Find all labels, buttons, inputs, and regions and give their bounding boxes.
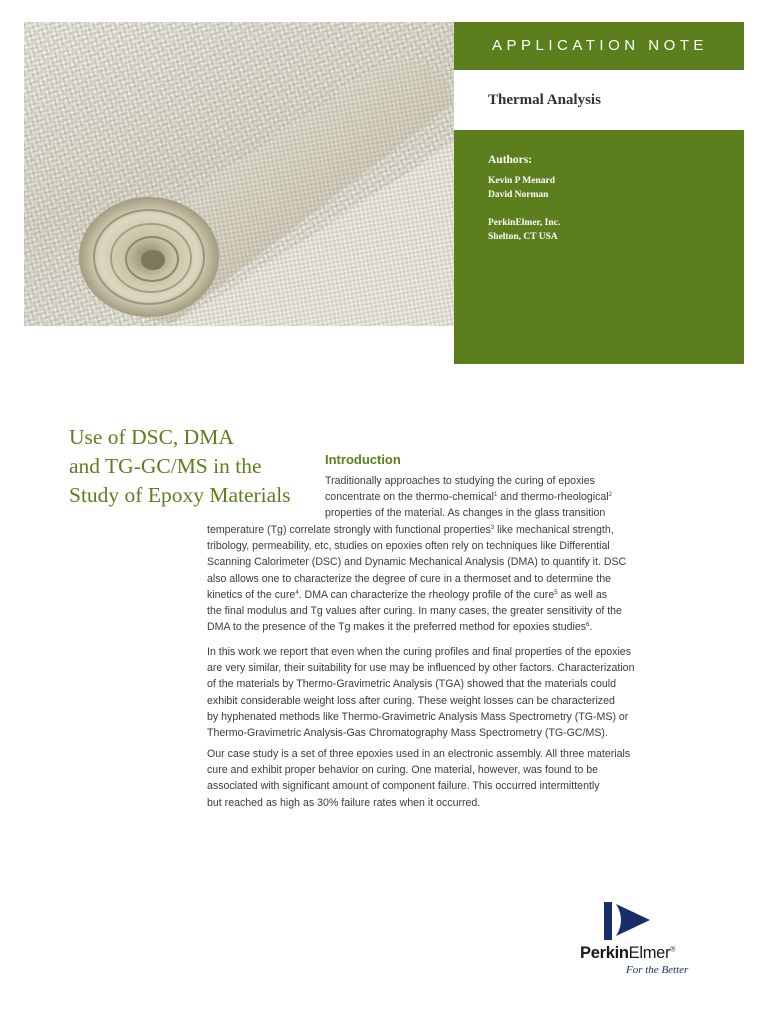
text-line: of the materials by Thermo-Gravimetric Analysis (TGA) showed that the materials could [207, 678, 616, 691]
reference-superscript: 2 [608, 492, 612, 499]
registered-mark: ® [670, 946, 676, 954]
perkinelmer-logo [580, 900, 730, 980]
application-note-label: APPLICATION NOTE [492, 37, 708, 54]
text-line: also allows one to characterize the degree of cure in a thermoset and to determine the [207, 572, 611, 585]
authors-heading: Authors: [488, 154, 533, 166]
category-label: Thermal Analysis [488, 92, 601, 108]
author-name: David Norman [488, 190, 549, 200]
text-line: temperature (Tg) correlate strongly with functional properties$^3$ like mechanical strength, [207, 524, 614, 536]
logo-wordmark: PerkinElmer® [580, 944, 676, 962]
text-line: kinetics of the cure$^4$. DMA can characterize the rheology profile of the cure$^5$ as well as [207, 588, 608, 601]
title-line: and TG-GC/MS in the [69, 454, 262, 478]
text-line: DMA to the presence of the Tg makes it the preferred method for epoxies studies$^6$. [207, 621, 593, 634]
title-line: Study of Epoxy Materials [69, 483, 291, 507]
text-line: Scanning Calorimeter (DSC) and Dynamic Mechanical Analysis (DMA) to quantify it. DSC [207, 556, 627, 569]
reference-superscript: 6 [586, 622, 590, 629]
reference-superscript: 1 [494, 492, 498, 499]
cover-photo-fiberglass-roll [24, 22, 454, 326]
authors-panel [454, 130, 744, 364]
text-line: tribology, permeability, etc, studies on epoxies often rely on techniques like Differential [207, 540, 610, 553]
reference-superscript: 5 [554, 589, 558, 596]
logo-tagline: For the Better [626, 964, 689, 976]
text-line: cure and exhibit proper behavior on curing. One material, however, was found to be [207, 764, 599, 777]
text-line: In this work we report that even when the curing profiles and final properties of the epoxies [207, 646, 631, 658]
intro-paragraph-3 [207, 746, 630, 811]
fiberglass-roll-illustration [24, 22, 454, 326]
text-line: properties of the material. As changes in the glass transition [325, 507, 606, 520]
text-line: Traditionally approaches to studying the curing of epoxies [325, 475, 595, 487]
application-note-banner [454, 22, 744, 70]
intro-paragraph-1-top [325, 473, 612, 522]
text-line: associated with significant amount of component failure. This occurred intermittently [207, 780, 600, 793]
text-line: by hyphenated methods like Thermo-Gravimetric Analysis Mass Spectrometry (TG-MS) or [207, 710, 629, 723]
title-line: Use of DSC, DMA [69, 425, 234, 449]
perkinelmer-mark-icon [602, 900, 654, 942]
reference-superscript: 3 [490, 525, 495, 531]
text-line: exhibit considerable weight loss after curing. These weight losses can be characterized [207, 694, 615, 707]
text-line: Our case study is a set of three epoxies used in an electronic assembly. All three materials [207, 748, 631, 760]
text-line: concentrate on the thermo-chemical$^1$ and thermo-rheological$^2$ [325, 491, 612, 504]
text-line: but reached as high as 30% failure rates when it occurred. [207, 796, 481, 809]
text-line: Thermo-Gravimetric Analysis-Gas Chromatography Mass Spectrometry (TG-GC/MS). [207, 727, 608, 740]
document-title [69, 423, 319, 510]
text-line: the final modulus and Tg values after curing. In many cases, the greater sensitivity of the [207, 605, 622, 618]
affiliation-company: PerkinElmer, Inc. [488, 218, 561, 228]
reference-superscript: 4 [295, 589, 299, 596]
introduction-heading: Introduction [325, 452, 401, 467]
affiliation-location: Shelton, CT USA [488, 232, 558, 242]
author-name: Kevin P Menard [488, 176, 556, 186]
text-line: are very similar, their suitability for use may be influenced by other factors. Characterization [207, 662, 635, 675]
intro-paragraph-2 [207, 644, 634, 741]
intro-paragraph-1-body [207, 522, 626, 635]
